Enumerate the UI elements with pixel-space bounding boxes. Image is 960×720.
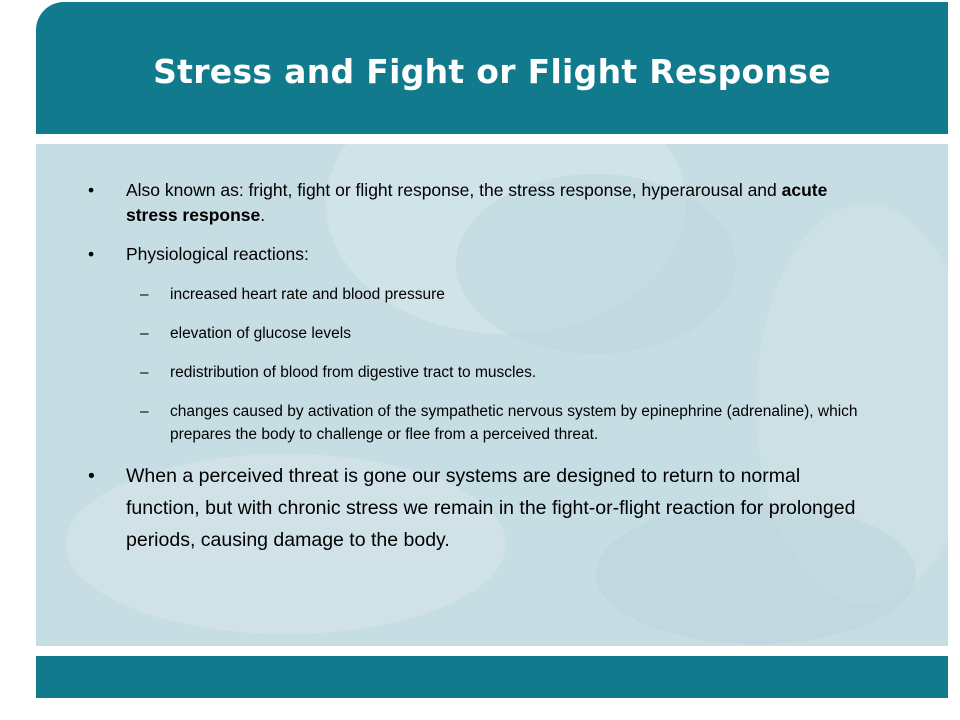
sub-text: redistribution of blood from digestive tract to muscles. [170, 364, 537, 381]
dash-marker: – [140, 403, 149, 420]
bullet-text: When a perceived threat is gone our systems are designed to return to normal function, but with chronic stress we remain in the fight-or-flight reaction for prolonged periods, causing damage to the body. [126, 465, 856, 551]
bullet-list [88, 178, 878, 556]
bold-phrase: acute stress response [126, 180, 828, 225]
footer-band [36, 656, 948, 698]
bullet-item [88, 178, 878, 228]
dash-marker: – [140, 325, 149, 342]
bullet-marker: • [88, 244, 95, 264]
dash-marker: – [140, 286, 149, 303]
sub-item [140, 400, 878, 446]
sub-text: elevation of glucose levels [170, 325, 351, 342]
bullet-text: Also known as: fright, fight or flight response, the stress response, hyperarousal and acute stress response. [126, 180, 828, 225]
sub-item [140, 361, 878, 384]
sub-item [140, 322, 878, 345]
bullet-marker: • [88, 465, 95, 487]
bullet-item [88, 242, 878, 267]
sub-item [140, 283, 878, 306]
sub-text: increased heart rate and blood pressure [170, 286, 445, 303]
bullet-marker: • [88, 180, 95, 200]
dash-marker: – [140, 364, 149, 381]
bullet-text: Physiological reactions: [126, 244, 309, 264]
bullet-item [88, 460, 878, 556]
sub-text: changes caused by activation of the sympathetic nervous system by epinephrine (adrenaline), which prepares the body to challenge or flee from a perceived threat. [170, 403, 858, 443]
slide-title: Stress and Fight or Flight Response [153, 52, 831, 91]
